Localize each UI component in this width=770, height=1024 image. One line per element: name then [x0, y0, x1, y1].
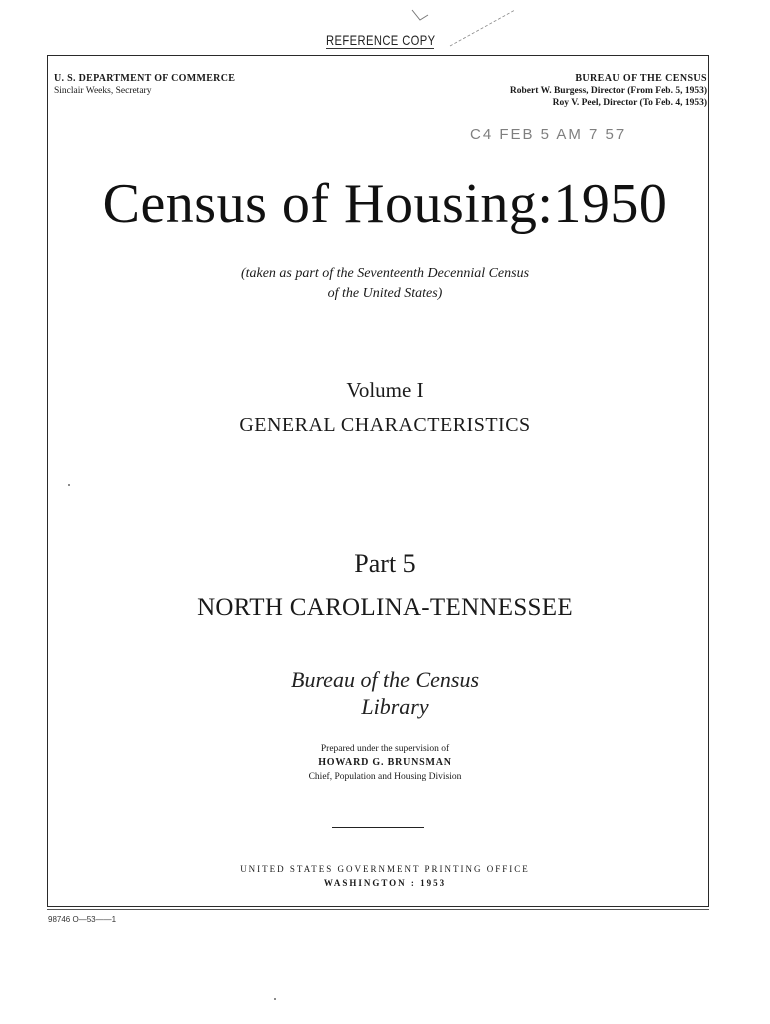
frame-bottom-rule: [47, 909, 709, 910]
print-code: 98746 O—53——1: [48, 915, 117, 924]
department-name: U. S. DEPARTMENT OF COMMERCE: [54, 73, 236, 84]
bureau-name: BUREAU OF THE CENSUS: [575, 73, 707, 84]
page-subtitle: [0, 264, 770, 304]
printer-office: UNITED STATES GOVERNMENT PRINTING OFFICE: [240, 864, 530, 874]
scan-speck: [274, 998, 276, 1000]
supervisor-name: HOWARD G. BRUNSMAN: [318, 757, 452, 768]
reference-copy-stamp: REFERENCE COPY: [326, 32, 436, 48]
director-former: Roy V. Peel, Director (To Feb. 4, 1953): [552, 98, 707, 108]
bureau-block: [510, 73, 707, 109]
subtitle-line-2: of the United States): [327, 286, 443, 301]
library-stamp-line-2: Library: [361, 694, 429, 719]
department-secretary: Sinclair Weeks, Secretary: [54, 86, 152, 96]
part-label: Part 5: [354, 549, 416, 578]
prepared-intro: Prepared under the supervision of: [320, 744, 450, 754]
received-date-stamp: C4 FEB 5 AM 7 57: [470, 126, 627, 143]
volume-subject: GENERAL CHARACTERISTICS: [239, 414, 531, 436]
part-subject: NORTH CAROLINA-TENNESSEE: [197, 594, 573, 621]
subtitle-line-1: (taken as part of the Seventeenth Decennial Census: [240, 266, 530, 281]
printer-city-year: WASHINGTON : 1953: [323, 878, 447, 888]
pencil-mark: [0, 0, 770, 60]
page-title: Census of Housing:1950: [102, 173, 668, 235]
stamp-underline: [326, 48, 434, 49]
library-stamp-line-1: Bureau of the Census: [291, 667, 479, 692]
library-stamp: [0, 666, 770, 720]
separator-rule: [332, 827, 424, 828]
scan-speck: [68, 484, 70, 486]
prepared-by-block: [0, 742, 770, 784]
printer-block: [0, 862, 770, 890]
volume-label: Volume I: [346, 378, 424, 402]
director-current: Robert W. Burgess, Director (From Feb. 5, 1953): [509, 86, 707, 96]
supervisor-title: Chief, Population and Housing Division: [308, 772, 462, 782]
department-block: [54, 73, 235, 97]
